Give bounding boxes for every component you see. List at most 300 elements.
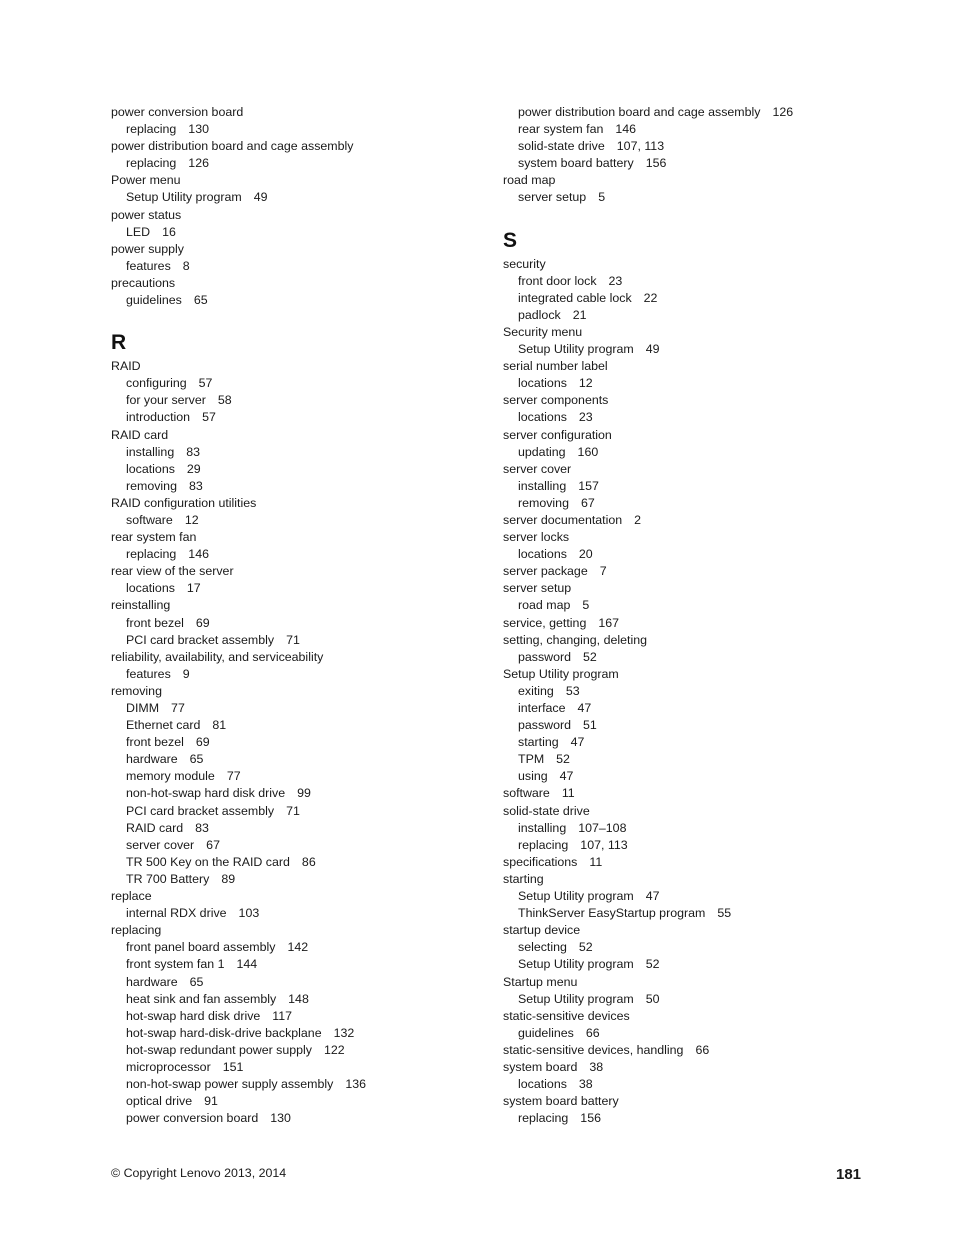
index-page-ref[interactable]: 17: [186, 581, 201, 596]
index-term: static-sensitive devices, handling: [503, 1042, 684, 1057]
index-entry: [503, 358, 903, 375]
index-page-ref[interactable]: 12: [578, 376, 593, 391]
index-subentry: [111, 991, 491, 1008]
index-subentry: [111, 854, 491, 871]
index-term: replacing: [126, 156, 177, 171]
index-subentry: [503, 341, 903, 358]
index-term: features: [126, 666, 171, 681]
index-page-ref[interactable]: 77: [226, 769, 241, 784]
index-page-ref[interactable]: 122: [323, 1042, 345, 1057]
index-term: PCI card bracket assembly: [126, 803, 275, 818]
index-entry: [503, 922, 903, 939]
index-term: server components: [503, 393, 609, 408]
index-entry: [503, 512, 903, 529]
index-page-ref[interactable]: 7: [599, 564, 607, 579]
index-subentry: [503, 717, 903, 734]
index-subentry: [503, 375, 903, 392]
index-page-ref[interactable]: 57: [202, 410, 216, 425]
index-entry: [111, 358, 491, 375]
index-term: using: [518, 769, 548, 784]
index-entry: [111, 888, 491, 905]
index-subentry: [503, 939, 903, 956]
index-page-ref[interactable]: 81: [212, 718, 227, 733]
index-subentry: [503, 1110, 903, 1127]
index-term: server package: [503, 564, 588, 579]
index-subentry: [111, 1008, 491, 1025]
index-page-ref[interactable]: 130: [188, 122, 209, 137]
index-page-ref[interactable]: 65: [189, 752, 204, 767]
index-entry: [503, 427, 903, 444]
index-entry: [503, 563, 903, 580]
index-term: specifications: [503, 854, 578, 869]
index-subentry: [503, 444, 903, 461]
index-subentry: [503, 1076, 903, 1093]
index-subentry: [111, 785, 491, 802]
index-term: server documentation: [503, 512, 623, 527]
index-page-ref[interactable]: 107, 113: [580, 837, 628, 852]
index-page-ref[interactable]: 5: [598, 190, 606, 205]
index-term: non-hot-swap hard disk drive: [126, 786, 286, 801]
index-entry: [503, 615, 903, 632]
index-subentry: [111, 546, 491, 563]
index-entry: [111, 529, 491, 546]
index-page-ref[interactable]: 57: [198, 376, 213, 391]
index-subentry: [503, 888, 903, 905]
index-term: TR 500 Key on the RAID card: [126, 854, 290, 869]
index-page-ref[interactable]: 83: [186, 444, 201, 459]
index-page-ref[interactable]: 22: [643, 290, 658, 305]
index-subentry: [111, 939, 491, 956]
index-page-ref[interactable]: 167: [598, 615, 620, 630]
index-term: non-hot-swap power supply assembly: [126, 1077, 334, 1092]
index-page-ref[interactable]: 91: [204, 1094, 218, 1109]
index-entry: [503, 632, 903, 649]
index-subentry: [111, 155, 491, 172]
index-term: integrated cable lock: [518, 290, 632, 305]
index-subentry: [111, 803, 491, 820]
index-subentry: [503, 189, 903, 206]
index-term: reinstalling: [111, 598, 171, 613]
index-subentry: [503, 768, 903, 785]
index-page-ref[interactable]: 58: [217, 393, 232, 408]
index-subentry: [503, 495, 903, 512]
index-subentry: [503, 478, 903, 495]
index-page-ref[interactable]: 107, 113: [616, 139, 665, 154]
index-page-ref[interactable]: 53: [565, 683, 580, 698]
index-page-ref[interactable]: 11: [561, 786, 575, 801]
index-term: replacing: [111, 923, 162, 938]
index-subentry: [503, 820, 903, 837]
index-page-ref[interactable]: 50: [645, 991, 660, 1006]
index-term: precautions: [111, 275, 176, 290]
index-term: solid-state drive: [503, 803, 590, 818]
index-subentry: [503, 700, 903, 717]
index-page-ref[interactable]: 77: [171, 701, 185, 715]
index-subentry: [111, 1042, 491, 1059]
index-page-ref[interactable]: 49: [645, 342, 660, 357]
index-subentry: [503, 1025, 903, 1042]
index-term: locations: [518, 547, 567, 562]
index-page-ref[interactable]: 86: [301, 854, 316, 869]
index-subentry: [111, 666, 491, 683]
index-term: locations: [518, 1077, 567, 1092]
index-subentry: [503, 121, 903, 138]
index-page-ref[interactable]: 67: [206, 837, 220, 852]
index-page-ref[interactable]: 146: [615, 122, 637, 137]
index-page-ref[interactable]: 132: [333, 1025, 355, 1040]
index-page-ref[interactable]: 52: [583, 649, 597, 664]
index-subentry: [111, 1110, 491, 1127]
index-subentry: [503, 546, 903, 563]
index-term: power supply: [111, 241, 185, 256]
index-page-ref[interactable]: 55: [717, 906, 732, 921]
index-term: internal RDX drive: [126, 906, 227, 921]
index-page-ref[interactable]: 47: [645, 889, 660, 904]
index-term: locations: [518, 376, 567, 391]
index-subentry: [111, 461, 491, 478]
index-term: power distribution board and cage assembly: [111, 139, 354, 154]
index-page-ref[interactable]: 47: [559, 769, 574, 784]
index-subentry: [111, 615, 491, 632]
index-term: Setup Utility program: [518, 889, 634, 904]
index-term: removing: [518, 495, 569, 510]
index-column-right: [503, 104, 903, 1127]
index-term: server locks: [503, 530, 570, 545]
index-term: hot-swap hard disk drive: [126, 1008, 261, 1023]
index-page-ref[interactable]: 156: [645, 156, 667, 171]
index-subentry: [503, 751, 903, 768]
index-subentry: [111, 292, 491, 309]
index-page-ref[interactable]: 49: [253, 190, 268, 205]
index-entry: [503, 580, 903, 597]
index-term: system board battery: [503, 1094, 619, 1109]
index-page-ref[interactable]: 69: [195, 615, 210, 630]
footer-copyright: © Copyright Lenovo 2013, 2014: [111, 1166, 287, 1180]
index-subentry: [503, 307, 903, 324]
index-page-ref[interactable]: 11: [589, 854, 603, 869]
index-subentry: [111, 409, 491, 426]
index-subentry: [503, 956, 903, 973]
index-subentry: [503, 104, 903, 121]
index-page-ref[interactable]: 83: [188, 478, 203, 493]
index-subentry: [503, 991, 903, 1008]
index-entry: [111, 104, 491, 121]
index-entry: [111, 649, 491, 666]
index-page-ref[interactable]: 23: [608, 273, 623, 288]
index-term: LED: [126, 224, 151, 239]
index-term: installing: [518, 478, 567, 493]
index-subentry: [111, 189, 491, 206]
index-term: heat sink and fan assembly: [126, 991, 277, 1006]
index-page-ref[interactable]: 47: [577, 701, 592, 715]
index-term: installing: [518, 820, 567, 835]
index-subentry: [111, 632, 491, 649]
index-term: password: [518, 718, 572, 733]
index-term: Setup Utility program: [518, 957, 634, 972]
index-term: password: [518, 649, 572, 664]
index-page-ref[interactable]: 157: [578, 478, 599, 493]
index-column-left: [111, 104, 491, 1127]
index-term: front system fan 1: [126, 957, 225, 972]
index-page-ref[interactable]: 71: [286, 803, 300, 818]
index-subentry: [111, 768, 491, 785]
index-term: Power menu: [111, 173, 181, 188]
index-entry: [503, 392, 903, 409]
index-entry: [503, 324, 903, 341]
index-page-ref[interactable]: 69: [195, 735, 210, 750]
index-term: PCI card bracket assembly: [126, 632, 275, 647]
index-term: ThinkServer EasyStartup program: [518, 906, 706, 921]
index-page-ref[interactable]: 67: [580, 495, 595, 510]
index-subentry: [503, 734, 903, 751]
index-page-ref[interactable]: 126: [772, 105, 794, 119]
index-term: security: [503, 256, 546, 271]
index-term: locations: [126, 461, 175, 476]
index-term: starting: [503, 871, 544, 886]
index-term: interface: [518, 701, 566, 715]
section-letter: R: [111, 331, 127, 355]
index-subentry: [111, 1076, 491, 1093]
index-subentry: [111, 444, 491, 461]
index-page-ref[interactable]: 29: [186, 461, 201, 476]
index-term: optical drive: [126, 1094, 193, 1109]
index-term: for your server: [126, 393, 206, 408]
index-page-ref[interactable]: 117: [272, 1008, 293, 1023]
index-page-ref[interactable]: 9: [182, 666, 190, 681]
index-page-ref[interactable]: 146: [188, 547, 209, 562]
index-entry: [503, 529, 903, 546]
index-page-ref[interactable]: 126: [188, 156, 209, 171]
index-term: exiting: [518, 683, 554, 698]
index-term: introduction: [126, 410, 191, 425]
index-term: rear system fan: [111, 530, 197, 545]
index-subentry: [111, 974, 491, 991]
index-page-ref[interactable]: 66: [695, 1042, 710, 1057]
index-term: setting, changing, deleting: [503, 632, 647, 647]
index-subentry: [503, 155, 903, 172]
index-subentry: [503, 683, 903, 700]
index-page-ref[interactable]: 23: [578, 410, 593, 425]
index-page-ref[interactable]: 65: [189, 974, 204, 989]
index-entry: [503, 1093, 903, 1110]
index-subentry: [111, 1059, 491, 1076]
index-term: RAID card: [111, 427, 169, 442]
index-term: server configuration: [503, 427, 612, 442]
index-entry: [111, 207, 491, 224]
index-term: TR 700 Battery: [126, 871, 210, 886]
index-subentry: [111, 871, 491, 888]
index-page-ref[interactable]: 83: [195, 820, 209, 835]
index-subentry: [503, 905, 903, 922]
index-page-ref[interactable]: 89: [221, 871, 236, 886]
index-term: RAID: [111, 359, 141, 374]
index-subentry: [111, 258, 491, 275]
index-page-ref[interactable]: 160: [577, 444, 599, 459]
index-term: installing: [126, 444, 175, 459]
index-term: front bezel: [126, 735, 184, 750]
index-term: locations: [518, 410, 567, 425]
index-term: serial number label: [503, 359, 608, 374]
index-page-ref[interactable]: 144: [236, 957, 258, 972]
index-entry: [111, 597, 491, 614]
index-term: Security menu: [503, 324, 583, 339]
index-entry: [503, 803, 903, 820]
index-subentry: [111, 905, 491, 922]
index-page-ref[interactable]: 130: [270, 1111, 291, 1126]
index-entry: [503, 974, 903, 991]
index-term: Setup Utility program: [503, 666, 619, 681]
index-page-ref[interactable]: 21: [572, 307, 587, 322]
index-term: hardware: [126, 974, 178, 989]
index-entry: [111, 241, 491, 258]
index-entry: [111, 172, 491, 189]
index-term: server setup: [518, 190, 587, 205]
index-entry: [503, 871, 903, 888]
index-subentry: [503, 138, 903, 155]
index-term: Setup Utility program: [518, 991, 634, 1006]
index-page-ref[interactable]: 107–108: [578, 820, 627, 835]
index-term: rear system fan: [518, 122, 604, 137]
index-page-ref[interactable]: 71: [286, 632, 300, 647]
index-page-ref[interactable]: 5: [582, 598, 590, 613]
index-subentry: [111, 478, 491, 495]
index-subentry: [111, 956, 491, 973]
index-term: road map: [518, 598, 571, 613]
index-subentry: [503, 409, 903, 426]
index-subentry: [111, 751, 491, 768]
index-term: software: [126, 512, 173, 527]
index-term: front panel board assembly: [126, 940, 276, 955]
index-entry: [503, 854, 903, 871]
index-term: solid-state drive: [518, 139, 605, 154]
index-entry: [111, 922, 491, 939]
index-page-ref[interactable]: 38: [578, 1077, 593, 1092]
index-subentry: [503, 649, 903, 666]
index-term: hot-swap redundant power supply: [126, 1042, 312, 1057]
index-subentry: [111, 375, 491, 392]
index-term: server cover: [503, 461, 572, 476]
index-term: server setup: [503, 581, 572, 596]
index-term: software: [503, 786, 550, 801]
index-term: replacing: [126, 122, 177, 137]
index-subentry: [111, 1093, 491, 1110]
index-page-ref[interactable]: 156: [580, 1111, 601, 1126]
index-term: replacing: [518, 837, 569, 852]
index-term: DIMM: [126, 701, 160, 715]
index-subentry: [111, 1025, 491, 1042]
index-page-ref[interactable]: 151: [222, 1059, 244, 1074]
index-page-ref[interactable]: 2: [634, 512, 642, 527]
index-term: power conversion board: [126, 1111, 259, 1126]
index-subentry: [111, 717, 491, 734]
index-subentry: [503, 273, 903, 290]
index-entry: [111, 427, 491, 444]
index-entry: [503, 1008, 903, 1025]
index-subentry: [111, 580, 491, 597]
index-entry: [503, 461, 903, 478]
index-page-ref[interactable]: 12: [184, 512, 199, 527]
index-term: guidelines: [518, 1025, 574, 1040]
index-page-ref[interactable]: 148: [288, 991, 309, 1006]
index-page-ref[interactable]: 20: [578, 547, 593, 562]
index-page-ref[interactable]: 52: [556, 752, 570, 767]
index-term: microprocessor: [126, 1059, 211, 1074]
index-page-ref[interactable]: 66: [585, 1025, 600, 1040]
index-term: RAID card: [126, 820, 184, 835]
index-page-ref[interactable]: 52: [578, 940, 593, 955]
index-page-ref[interactable]: 8: [182, 258, 190, 273]
index-page-ref[interactable]: 142: [287, 940, 309, 955]
index-term: padlock: [518, 307, 561, 322]
index-term: front bezel: [126, 615, 184, 630]
index-term: configuring: [126, 376, 187, 391]
index-term: front door lock: [518, 273, 597, 288]
index-term: power status: [111, 207, 182, 222]
index-page-ref[interactable]: 52: [645, 957, 660, 972]
index-term: reliability, availability, and serviceability: [111, 649, 324, 664]
index-term: static-sensitive devices: [503, 1008, 630, 1023]
index-term: removing: [111, 683, 162, 698]
index-entry: [503, 172, 903, 189]
index-term: RAID configuration utilities: [111, 495, 257, 510]
page-number: 181: [836, 1166, 862, 1183]
index-subentry: [111, 837, 491, 854]
index-page-ref[interactable]: 65: [193, 293, 208, 308]
index-term: Ethernet card: [126, 718, 201, 733]
index-subentry: [111, 121, 491, 138]
index-entry: [111, 275, 491, 292]
index-entry: [111, 138, 491, 155]
index-entry: [503, 666, 903, 683]
index-entry: [503, 1059, 903, 1076]
index-entry: [111, 683, 491, 700]
index-subentry: [503, 837, 903, 854]
index-term: Startup menu: [503, 974, 578, 989]
index-page-ref[interactable]: 136: [345, 1077, 366, 1092]
index-term: memory module: [126, 769, 215, 784]
index-page-ref[interactable]: 47: [570, 735, 585, 750]
index-term: rear view of the server: [111, 564, 234, 579]
index-term: starting: [518, 735, 559, 750]
index-page-ref[interactable]: 38: [589, 1059, 604, 1074]
index-page-ref[interactable]: 51: [583, 718, 597, 733]
index-page-ref[interactable]: 103: [238, 906, 260, 921]
index-term: features: [126, 258, 171, 273]
index-term: server cover: [126, 837, 195, 852]
index-page-ref[interactable]: 16: [162, 224, 176, 239]
index-entry: [111, 495, 491, 512]
index-page-ref[interactable]: 99: [297, 786, 311, 801]
index-term: system board: [503, 1059, 578, 1074]
index-term: Setup Utility program: [126, 190, 242, 205]
index-subentry: [503, 597, 903, 614]
index-term: road map: [503, 173, 556, 188]
index-term: system board battery: [518, 156, 634, 171]
index-term: replace: [111, 889, 152, 904]
index-subentry: [111, 512, 491, 529]
index-subentry: [111, 392, 491, 409]
index-subentry: [111, 700, 491, 717]
section-letter: S: [503, 228, 518, 252]
index-term: TPM: [518, 752, 545, 767]
index-term: hot-swap hard-disk-drive backplane: [126, 1025, 322, 1040]
index-term: power conversion board: [111, 105, 244, 119]
index-subentry: [503, 290, 903, 307]
index-term: guidelines: [126, 293, 182, 308]
index-term: updating: [518, 444, 566, 459]
index-term: power distribution board and cage assembly: [518, 105, 761, 119]
index-entry: [111, 563, 491, 580]
